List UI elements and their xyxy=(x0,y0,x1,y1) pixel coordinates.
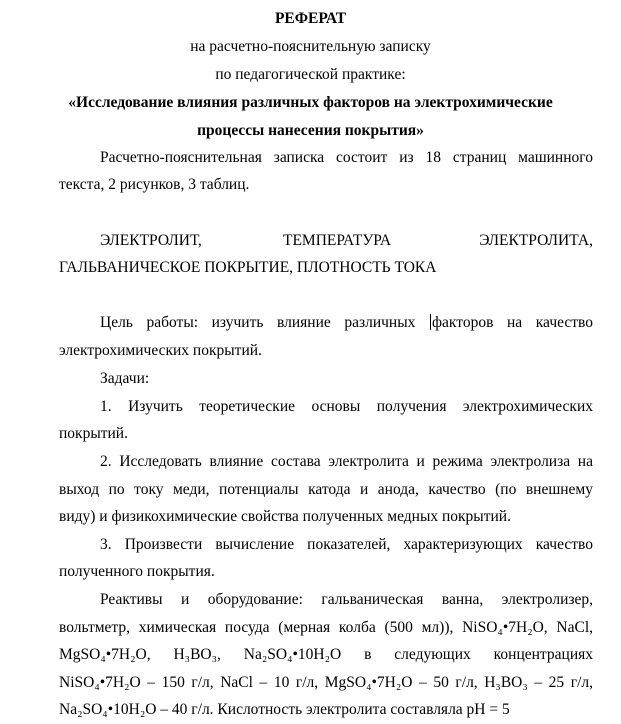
task-1-line-1: 1. Изучить теоретические основы получения электрохимических xyxy=(100,398,593,415)
reagents-line-5: Na₂SO₄•10H₂O – 40 г/л. Кислотность электролита составляла pH = 5 xyxy=(59,701,510,718)
summary-line-2: текста, 2 рисунков, 3 таблиц. xyxy=(59,176,250,193)
task-2-line-2: выход по току меди, потенциалы катода и анода, качество (по внешнему xyxy=(59,481,593,498)
topic-line-2: процессы нанесения покрытия» xyxy=(197,122,424,139)
document-title: РЕФЕРАТ xyxy=(274,10,347,27)
goal-line-1[interactable] xyxy=(100,314,593,332)
task-3-line-1: 3. Произвести вычисление показателей, характеризующих качество xyxy=(100,536,593,553)
task-1-line-2: покрытий. xyxy=(59,425,128,442)
goal-line-2: электрохимических покрытий. xyxy=(59,342,262,359)
keywords-line-1 xyxy=(100,232,593,250)
summary-line-1: Расчетно-пояснительная записка состоит из 18 страниц машинного xyxy=(100,149,593,166)
tasks-heading: Задачи: xyxy=(100,370,150,387)
goal-text-b: факторов на качество xyxy=(432,314,593,331)
keywords-line-2: ГАЛЬВАНИЧЕСКОЕ ПОКРЫТИЕ, ПЛОТНОСТЬ ТОКА xyxy=(59,259,437,276)
keyword-electrolyte: ЭЛЕКТРОЛИТ, xyxy=(100,232,202,249)
task-3-line-2: полученного покрытия. xyxy=(59,563,215,580)
keyword-electrolyte-2: ЭЛЕКТРОЛИТА, xyxy=(479,232,593,249)
keyword-temperature: ТЕМПЕРАТУРА xyxy=(283,232,392,249)
reagents-line-1: Реактивы и оборудование: гальваническая ванна, электролизер, xyxy=(100,591,593,608)
goal-text-a: Цель работы: изучить влияние различных xyxy=(100,314,429,331)
subtitle-line-2: по педагогической практике: xyxy=(215,66,406,83)
reagents-line-2: вольтметр, химическая посуда (мерная колба (500 мл)), NiSO₄•7H₂O, NaCl, xyxy=(59,619,593,636)
task-2-line-1: 2. Исследовать влияние состава электролита и режима электролиза на xyxy=(100,453,593,470)
reagents-line-3: MgSO₄•7H₂O, H₃BO₃, Na₂SO₄•10H₂O в следующих концентрациях xyxy=(59,646,593,663)
topic-line-1: «Исследование влияния различных факторов на электрохимические xyxy=(68,94,553,111)
subtitle-line-1: на расчетно-пояснительную записку xyxy=(190,38,431,55)
text-cursor xyxy=(430,314,431,330)
task-2-line-3: виду) и физикохимические свойства полученных медных покрытий. xyxy=(59,508,511,525)
reagents-line-4: NiSO₄•7H₂O – 150 г/л, NaCl – 10 г/л, MgSO₄•7H₂O – 50 г/л, H₃BO₃ – 25 г/л, xyxy=(59,674,593,691)
